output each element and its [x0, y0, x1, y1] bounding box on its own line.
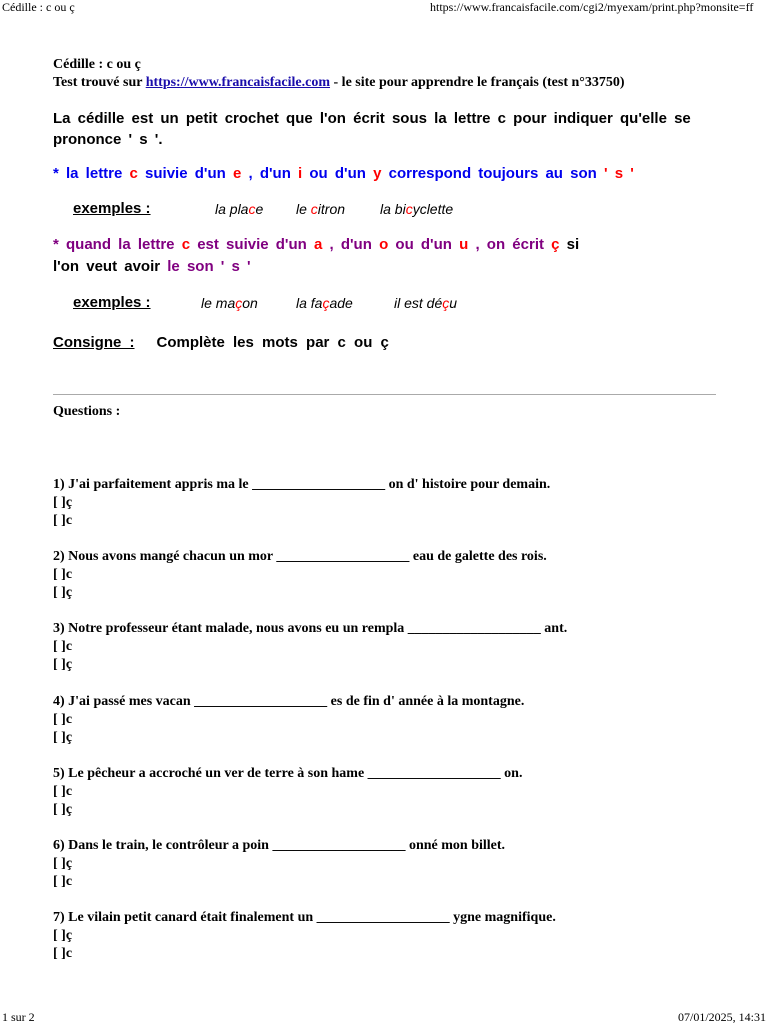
- answer-option[interactable]: [ ]c: [53, 712, 73, 727]
- rule-soft-c: [53, 164, 718, 184]
- rule2-text: , d'un: [322, 236, 380, 253]
- question-item: [53, 620, 567, 674]
- rule1-letter-i: i: [298, 165, 303, 182]
- answer-option[interactable]: [ ]ç: [53, 802, 73, 817]
- examples-label: exemples :: [73, 200, 151, 217]
- question-text: 5) Le pêcheur a accroché un ver de terre à son hame ___________________ on.: [53, 766, 523, 781]
- question-item: [53, 837, 505, 891]
- rule2-letter-c: c: [181, 236, 191, 253]
- rule1-letter-y: y: [373, 165, 382, 182]
- rule2-text: , on écrit: [468, 236, 552, 253]
- question-text: 4) J'ai passé mes vacan ___________________ es de fin d' année à la montagne.: [53, 694, 525, 709]
- example-word: la façade: [296, 295, 353, 311]
- example-word: il est déçu: [394, 295, 458, 311]
- rule1-text: , d'un: [241, 165, 299, 182]
- answer-option[interactable]: [ ]ç: [53, 730, 73, 745]
- answer-option[interactable]: [ ]c: [53, 567, 73, 582]
- rule2-text: si: [559, 236, 580, 253]
- print-footer-datetime: 07/01/2025, 14:31: [677, 1010, 766, 1024]
- instruction-label: Consigne :: [53, 334, 135, 351]
- rule1-text: ou d'un: [302, 165, 374, 182]
- rule1-letter-e: e: [232, 165, 242, 182]
- answer-option[interactable]: [ ]c: [53, 513, 73, 528]
- question-item: [53, 476, 550, 530]
- example-word: le citron: [296, 201, 346, 217]
- rule2-text: l'on veut avoir: [53, 258, 168, 275]
- answer-option[interactable]: [ ]ç: [53, 657, 73, 672]
- print-header-url: https://www.francaisfacile.com/cgi2/myexam/print.php?monsite=ff: [430, 0, 754, 14]
- rule1-sound-s: ' s ': [603, 165, 634, 182]
- question-text: 2) Nous avons mangé chacun un mor ___________________ eau de galette des rois.: [53, 549, 547, 564]
- question-text: 7) Le vilain petit canard était finalement un ___________________ ygne magnifique.: [53, 910, 556, 925]
- question-text: 1) J'ai parfaitement appris ma le ___________________ on d' histoire pour demain.: [53, 477, 551, 492]
- rule1-text: correspond toujours au son: [381, 165, 604, 182]
- question-item: [53, 693, 524, 747]
- answer-option[interactable]: [ ]ç: [53, 856, 73, 871]
- rule1-text: suivie d'un: [137, 165, 233, 182]
- intro-paragraph: La cédille est un petit crochet que l'on écrit sous la lettre c pour indiquer qu'elle se prononce ' s '.: [53, 110, 691, 148]
- rule2-text: * quand la lettre: [53, 236, 182, 253]
- answer-option[interactable]: [ ]c: [53, 639, 73, 654]
- question-item: [53, 765, 522, 819]
- rule2-letter-u: u: [459, 236, 469, 253]
- rule-cedilla: [53, 234, 718, 278]
- examples-cedilla: [53, 294, 718, 316]
- answer-option[interactable]: [ ]c: [53, 946, 73, 961]
- print-footer-page: 1 sur 2: [2, 1010, 35, 1024]
- answer-option[interactable]: [ ]ç: [53, 585, 73, 600]
- source-prefix: Test trouvé sur: [53, 75, 146, 90]
- example-word: la place: [215, 201, 264, 217]
- rule2-text: ou d'un: [388, 236, 460, 253]
- rule2-letter-a: a: [313, 236, 323, 253]
- examples-soft-c: [53, 200, 718, 222]
- test-title: Cédille : c ou ç: [53, 57, 141, 72]
- rule1-text: * la lettre: [53, 165, 130, 182]
- answer-option[interactable]: [ ]c: [53, 784, 73, 799]
- question-item: [53, 548, 547, 602]
- example-word: le maçon: [201, 295, 258, 311]
- questions-heading: Questions :: [53, 404, 121, 419]
- site-link[interactable]: https://www.francaisfacile.com: [145, 75, 331, 90]
- document-body: [53, 56, 718, 354]
- test-source-line: [53, 74, 718, 92]
- rule2-letter-c-cedilla: ç: [551, 236, 560, 253]
- question-item: [53, 909, 556, 963]
- instruction-text: Complète les mots par c ou ç: [156, 334, 389, 351]
- question-text: 6) Dans le train, le contrôleur a poin ___________________ onné mon billet.: [53, 838, 506, 853]
- answer-option[interactable]: [ ]ç: [53, 495, 73, 510]
- print-header-title: Cédille : c ou ç: [2, 0, 75, 14]
- rule2-text: est suivie d'un: [190, 236, 314, 253]
- answer-option[interactable]: [ ]c: [53, 874, 73, 889]
- example-word: la bicyclette: [380, 201, 454, 217]
- source-suffix: - le site pour apprendre le français (test n°33750): [330, 75, 625, 90]
- rule2-sound-s: le son ' s ': [167, 258, 251, 275]
- instruction: [53, 332, 718, 354]
- examples-label: exemples :: [73, 294, 151, 311]
- answer-option[interactable]: [ ]ç: [53, 928, 73, 943]
- section-divider: [53, 394, 716, 395]
- rule1-letter-c: c: [129, 165, 138, 182]
- question-text: 3) Notre professeur étant malade, nous avons eu un rempla ___________________ ant.: [53, 621, 568, 636]
- rule2-letter-o: o: [379, 236, 389, 253]
